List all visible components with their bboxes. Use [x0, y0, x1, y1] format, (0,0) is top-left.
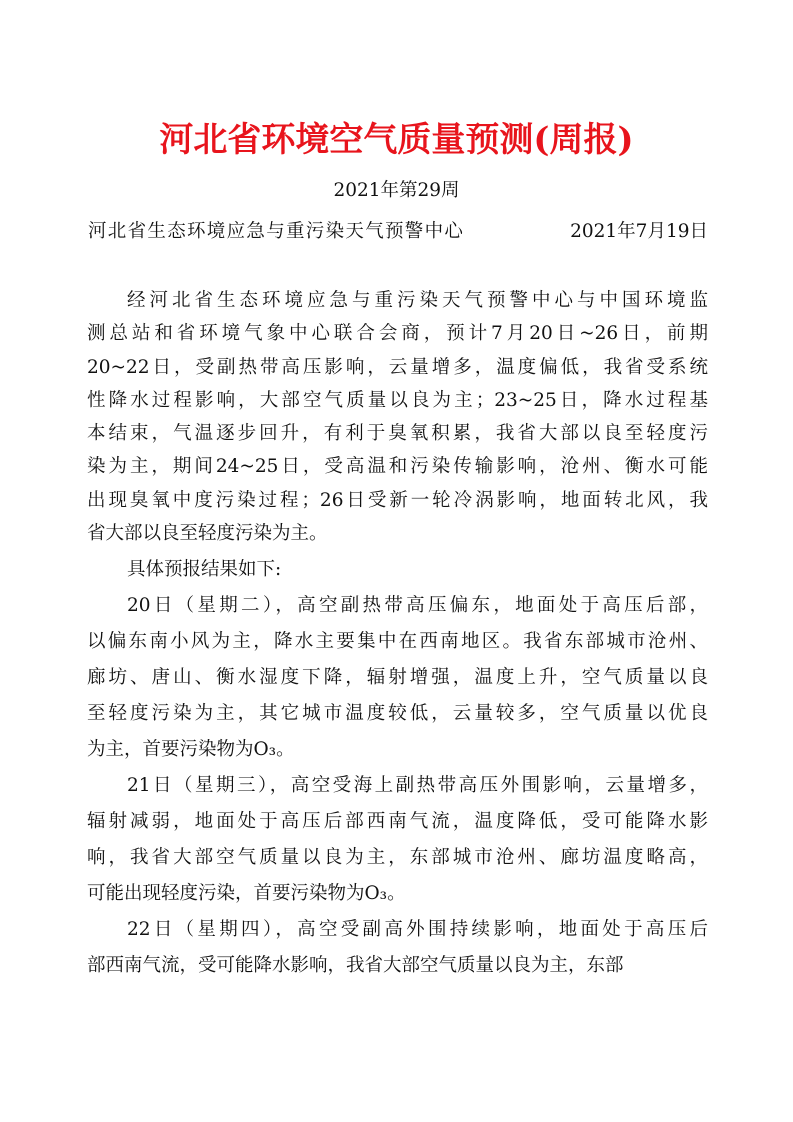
issuing-organization: 河北省生态环境应急与重污染天气预警中心 — [88, 221, 465, 242]
text-line: 本结束，气温逐步回升，有利于臭氧积累，我省大部以良至轻度污 — [87, 423, 708, 445]
text-line: 染为主，期间24~25日，受高温和污染传输影响，沧州、衡水可能 — [87, 456, 708, 478]
paragraph-intro — [87, 558, 708, 594]
paragraph-day-22 — [87, 918, 708, 990]
paragraph-day-21 — [87, 774, 708, 918]
paragraph-day-20 — [87, 594, 708, 774]
text-line: 20日（星期二），高空副热带高压偏东，地面处于高压后部， — [127, 595, 708, 616]
text-line: 具体预报结果如下: — [127, 559, 282, 580]
text-line: 性降水过程影响，大部空气质量以良为主；23~25日，降水过程基 — [87, 389, 708, 411]
text-line: 为主，首要污染物为O₃。 — [87, 739, 295, 760]
text-line: 测总站和省环境气象中心联合会商，预计7月20日~26日，前期 — [87, 323, 708, 345]
text-line: 出现臭氧中度污染过程；26日受新一轮冷涡影响，地面转北风，我 — [87, 489, 708, 511]
text-line: 省大部以良至轻度污染为主。 — [87, 523, 328, 545]
text-line: 21日（星期三），高空受海上副热带高压外围影响，云量增多， — [127, 775, 708, 796]
text-line: 可能出现轻度污染，首要污染物为O₃。 — [87, 883, 406, 904]
text-line: 经河北省生态环境应急与重污染天气预警中心与中国环境监 — [127, 290, 708, 311]
report-title: 河北省环境空气质量预测(周报) — [159, 120, 634, 160]
text-line: 响，我省大部空气质量以良为主，东部城市沧州、廊坊温度略高， — [87, 847, 708, 868]
issue-number: 2021年第29周 — [333, 180, 460, 201]
text-line: 以偏东南小风为主，降水主要集中在西南地区。我省东部城市沧州、 — [87, 631, 708, 652]
text-line: 22日（星期四），高空受副高外围持续影响，地面处于高压后 — [127, 919, 708, 940]
text-line: 廊坊、唐山、衡水湿度下降，辐射增强，温度上升，空气质量以良 — [87, 667, 708, 688]
text-line: 至轻度污染为主，其它城市温度较低，云量较多，空气质量以优良 — [87, 703, 708, 724]
text-line: 辐射减弱，地面处于高压后部西南气流，温度降低，受可能降水影 — [87, 811, 708, 832]
paragraph-summary — [87, 289, 708, 555]
text-line: 部西南气流，受可能降水影响，我省大部空气质量以良为主，东部 — [87, 955, 624, 976]
issuer-line — [88, 217, 708, 243]
text-line: 20~22日，受副热带高压影响，云量增多，温度偏低，我省受系统 — [87, 356, 708, 378]
issue-date: 2021年7月19日 — [570, 221, 708, 242]
